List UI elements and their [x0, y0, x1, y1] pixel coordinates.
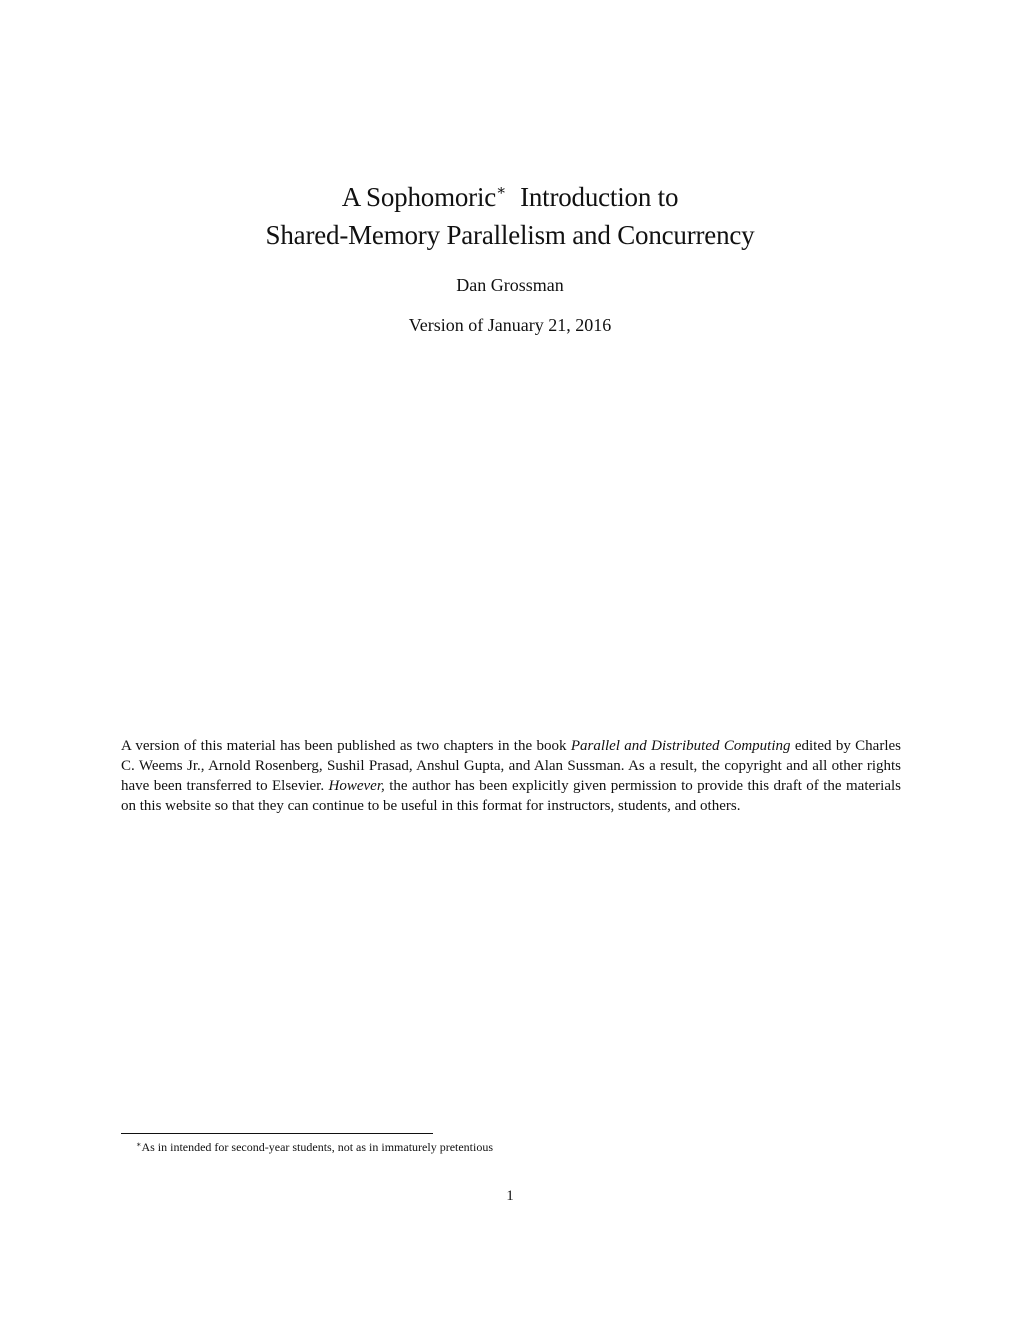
publication-notice	[121, 736, 901, 816]
title-footnote-marker: ∗	[496, 183, 507, 199]
notice-text-3: the author has been explicitly given permission to provide this draft of the materials on this website so that they can continue to be useful in this format for instructors, students, and others.	[121, 778, 901, 814]
title-line-1	[0, 178, 1020, 216]
title-text-start: A Sophomoric	[341, 182, 497, 212]
footnote-marker: ∗	[136, 1140, 142, 1149]
author-name: Dan Grossman	[456, 275, 564, 295]
footnote-text: As in intended for second-year students, not as in immaturely pretentious	[141, 1140, 494, 1154]
footnote	[136, 1139, 493, 1155]
notice-book-title: Parallel and Distributed Computing	[570, 738, 791, 754]
notice-text-1: A version of this material has been published as two chapters in the book	[121, 738, 571, 754]
title-line-2: Shared-Memory Parallelism and Concurrency	[265, 220, 755, 250]
footnote-rule	[121, 1133, 433, 1134]
title-text-end: Introduction to	[520, 182, 679, 212]
version-date: Version of January 21, 2016	[408, 315, 612, 335]
notice-text-2: edited by Charles C. Weems Jr., Arnold Rosenberg, Sushil Prasad, Anshul Gupta, and Alan Sussman. As a result, the copyright and all other rights have been transferred to Elsevier.	[121, 738, 901, 794]
page-number: 1	[506, 1188, 514, 1204]
notice-emphasis: However,	[328, 778, 385, 794]
